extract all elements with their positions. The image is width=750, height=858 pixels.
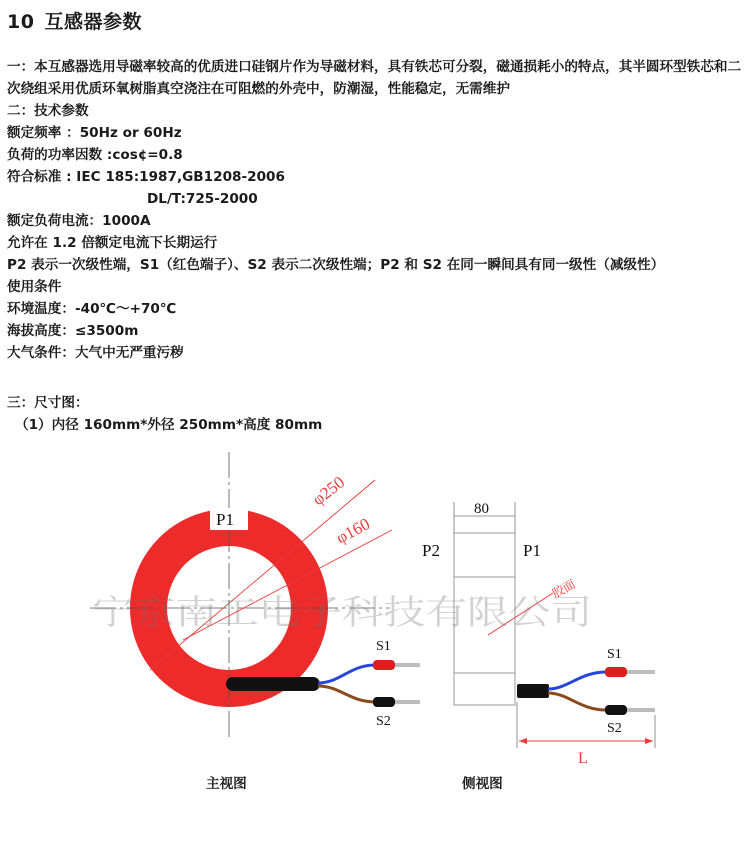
intro-paragraph: 一：本互感器选用导磁率较高的优质进口硅钢片作为导磁材料，具有铁芯可分裂，磁通损耗小的特点，其半圆环型铁芯和二次绕组采用优质环氧树脂真空浇注在可阻燃的外壳中，防潮湿，性能稳定，无需维护 — [7, 59, 742, 97]
side-lug-s1-pin — [627, 670, 655, 674]
dimensions-heading: 三：尺寸图： — [7, 395, 89, 411]
length-arrow-right — [645, 738, 653, 744]
watermark: 宁京南工电子科技有限公司 — [92, 593, 592, 633]
s1-label: S1 — [376, 639, 391, 654]
atmosphere: 大气条件：大气中无严重污秽 — [7, 345, 184, 361]
rated-current: 额定负荷电流：1000A — [7, 213, 151, 229]
wire-s2-brown — [318, 686, 375, 702]
overload-rating: 允许在 1.2 倍额定电流下长期运行 — [7, 235, 218, 251]
length-label: L — [578, 750, 588, 767]
rated-frequency: 额定频率 ：50Hz or 60Hz — [7, 125, 182, 141]
wire-s1-blue — [318, 665, 375, 683]
lug-s1-pin — [395, 663, 420, 667]
height-label: 80 — [474, 501, 489, 517]
standard: 符合标准 : IEC 185:1987,GB1208-2006 — [7, 169, 285, 185]
section-title — [7, 7, 142, 34]
side-view-caption: 侧视图 — [462, 776, 503, 792]
side-cable-sheath — [517, 684, 549, 698]
side-wire-s2-brown — [548, 693, 606, 710]
side-p2-label: P2 — [422, 541, 440, 560]
p1-label: P1 — [216, 510, 234, 529]
polarity-note: P2 表示一次级性端，S1（红色端子）、S2 表示二次级性端；P2 和 S2 在同一瞬间具有同一级性（减级性） — [7, 257, 665, 273]
standard-continued: DL/T:725-2000 — [147, 191, 258, 207]
section-number: 10 — [7, 11, 35, 33]
lug-s1-sleeve — [373, 660, 395, 670]
lug-s2-sleeve — [373, 697, 395, 707]
altitude: 海拔高度：≤3500m — [7, 323, 139, 339]
spec-text — [7, 56, 745, 364]
s2-label: S2 — [376, 714, 391, 729]
side-wire-s1-blue — [548, 672, 606, 689]
section-heading: 互感器参数 — [44, 11, 142, 33]
ambient-temperature: 环境温度：-40℃～+70℃ — [7, 301, 177, 317]
outer-diameter-label: φ250 — [308, 472, 349, 510]
lug-s2-pin — [395, 700, 420, 704]
front-view-caption: 主视图 — [206, 776, 247, 792]
side-lug-s1-sleeve — [605, 667, 627, 677]
inner-diameter-label: φ160 — [332, 514, 374, 548]
side-lug-s2-pin — [627, 708, 655, 712]
dimensions-line: （1）内径 160mm*外径 250mm*高度 80mm — [15, 417, 323, 433]
dimension-drawing — [0, 440, 750, 770]
side-view — [422, 501, 655, 767]
power-factor: 负荷的功率因数 :cos¢=0.8 — [7, 147, 183, 163]
surface-label: 胶面 — [549, 577, 578, 601]
tech-params-heading: 二：技术参数 — [7, 103, 89, 119]
side-s1-label: S1 — [607, 647, 622, 662]
conditions-heading: 使用条件 — [7, 279, 62, 295]
side-p1-label: P1 — [523, 541, 541, 560]
length-arrow-left — [519, 738, 527, 744]
cable-sheath — [226, 677, 320, 691]
side-lug-s2-sleeve — [605, 705, 627, 715]
side-s2-label: S2 — [607, 721, 622, 736]
dimensions-block — [7, 392, 322, 436]
